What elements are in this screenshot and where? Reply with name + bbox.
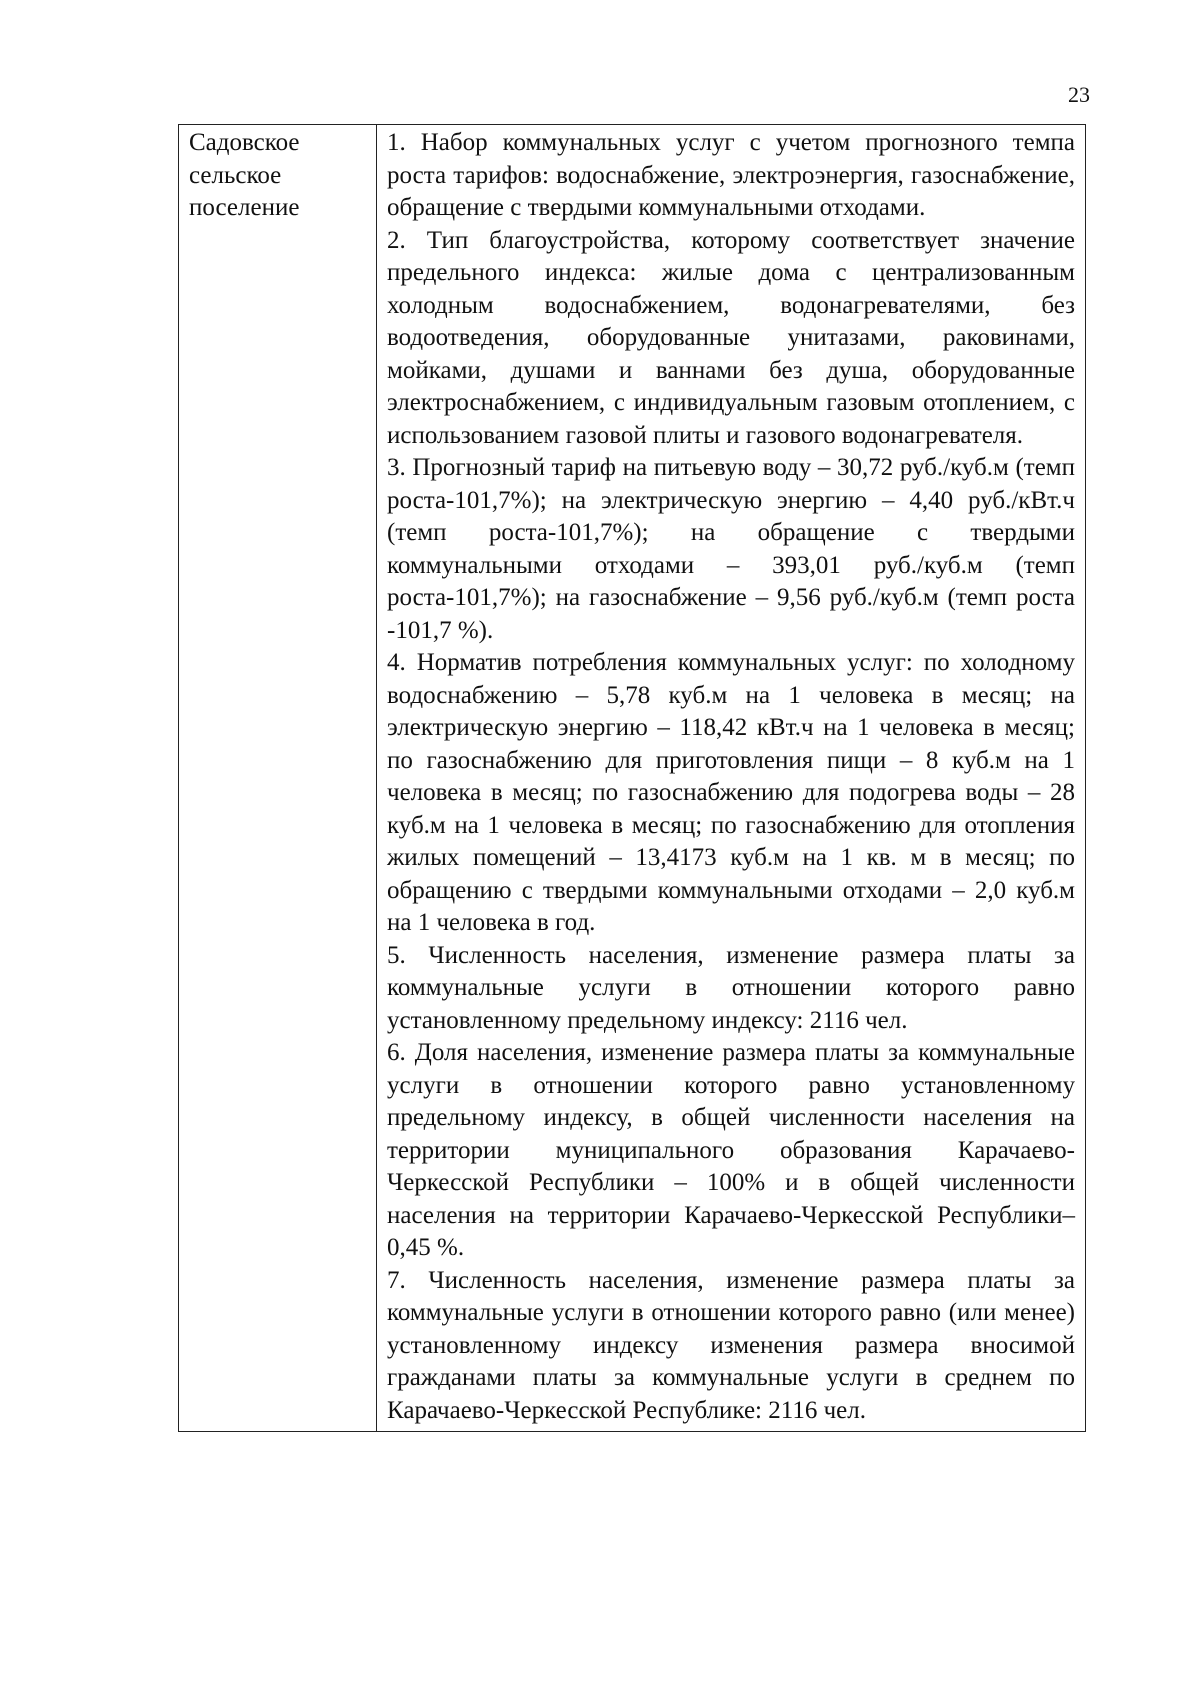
item-population-count-average: 7. Численность населения, изменение размера платы за коммунальные услуги в отношении которого равно (или менее) установленному индексу изменения размера вносимой гражданами платы за коммунальные услуги в среднем по Карачаево-Черкесской Республике: 2116 чел. [387, 1266, 1075, 1424]
item-population-share: 6. Доля населения, изменение размера платы за коммунальные услуги в отношении которого равно установленному предельному индексу, в общей численности населения на территории муниципального образования Карачаево-Черкесской Республики – 100% и в общей численности населения на территории Карачаево-Черкесской Республики– 0,45 %. [387, 1039, 1075, 1261]
indicators-cell [377, 125, 1086, 1432]
item-consumption-norm: 4. Норматив потребления коммунальных услуг: по холодному водоснабжению – 5,78 куб.м на 1 человека в месяц; на электрическую энергию – 118,42 кВт.ч на 1 человека в месяц; по газоснабжению для приготовления пищи – 8 куб.м на 1 человека в месяц; по газоснабжению для подогрева воды – 28 куб.м на 1 человека в месяц; по газоснабжению для отопления жилых помещений – 13,4173 куб.м на 1 кв. м в месяц; по обращению с твердыми коммунальными отходами – 2,0 куб.м на 1 человека в год. [387, 649, 1075, 936]
page-number: 23 [1068, 82, 1090, 107]
table-row [179, 125, 1086, 1432]
settlement-name-cell [179, 125, 377, 1432]
settlement-name: Садовское сельское поселение [189, 129, 300, 221]
item-amenity-type: 2. Тип благоустройства, которому соответствует значение предельного индекса: жилые дома с централизованным холодным водоснабжением, водонагревателями, без водоотведения, оборудованные унитазами, раковинами, мойками, душами и ваннами без душа, оборудованные электроснабжением, с индивидуальным газовым отоплением, с использованием газовой плиты и газового водонагревателя. [387, 226, 1075, 449]
item-forecast-tariff: 3. Прогнозный тариф на питьевую воду – 30,72 руб./куб.м (темп роста-101,7%); на электрическую энергию – 4,40 руб./кВт.ч (темп роста-101,7%); на обращение с твердыми коммунальными отходами – 393,01 руб./куб.м (темп роста-101,7%); на газоснабжение – 9,56 руб./куб.м (темп роста -101,7 %). [387, 454, 1075, 644]
item-service-set: 1. Набор коммунальных услуг с учетом прогнозного темпа роста тарифов: водоснабжение, электроэнергия, газоснабжение, обращение с твердыми коммунальными отходами. [387, 129, 1075, 221]
item-population-count: 5. Численность населения, изменение размера платы за коммунальные услуги в отношении которого равно установленному предельному индексу: 2116 чел. [387, 941, 1075, 1034]
tariff-table [178, 124, 1086, 1432]
